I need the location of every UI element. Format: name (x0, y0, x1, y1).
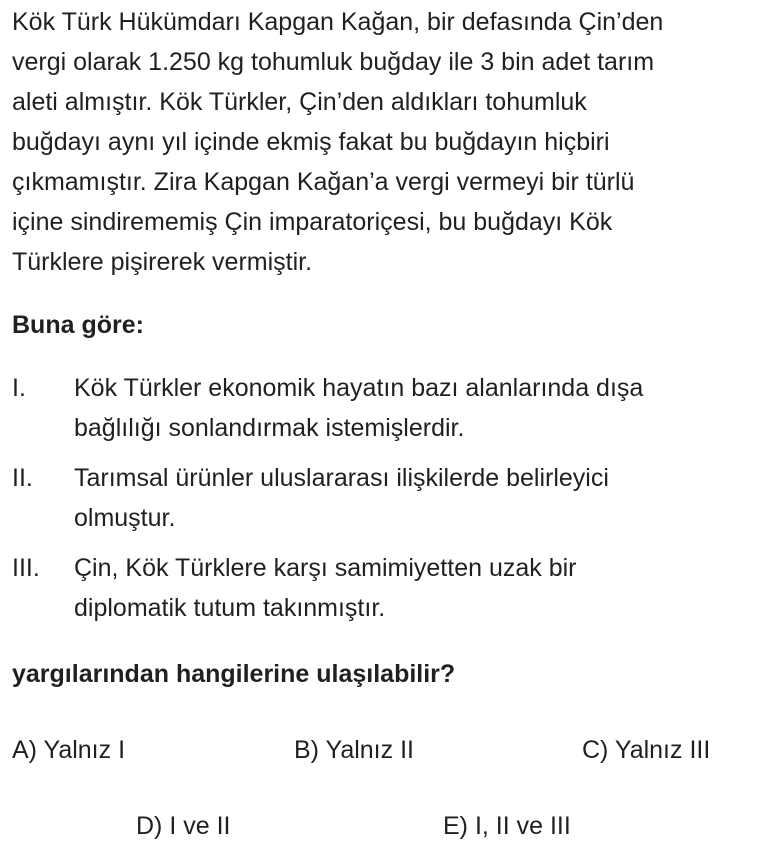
passage-line: içine sindirememiş Çin imparatoriçesi, bu buğdayı Kök (12, 208, 613, 236)
statement-text (74, 548, 752, 628)
statement-ii (12, 458, 752, 538)
statement-iii (12, 548, 752, 628)
passage-line: çıkmamıştır. Zira Kapgan Kağan’a vergi vermeyi bir türlü (12, 168, 635, 196)
statement-line: Kök Türkler ekonomik hayatın bazı alanlarında dışa (74, 374, 644, 402)
statement-number: III. (12, 554, 40, 582)
statement-number: I. (12, 374, 26, 402)
answer-option-e[interactable]: E) I, II ve III (443, 812, 571, 840)
statement-number: II. (12, 464, 33, 492)
statement-line: Tarımsal ürünler uluslararası ilişkilerde belirleyici (74, 464, 609, 492)
passage-line: aleti almıştır. Kök Türkler, Çin’den aldıkları tohumluk (12, 88, 587, 116)
passage-line: Türklere pişirerek vermiştir. (12, 248, 313, 276)
question-prompt: Buna göre: (12, 311, 144, 339)
statement-line: Çin, Kök Türklere karşı samimiyetten uzak bir (74, 554, 577, 582)
passage-line: Kök Türk Hükümdarı Kapgan Kağan, bir defasında Çin’den (12, 8, 664, 36)
passage-line: buğdayı aynı yıl içinde ekmiş fakat bu buğdayın hiçbiri (12, 128, 610, 156)
answer-option-b[interactable]: B) Yalnız II (294, 736, 414, 764)
statement-line: diplomatik tutum takınmıştır. (74, 594, 386, 622)
question-stem: yargılarından hangilerine ulaşılabilir? (12, 660, 456, 688)
answer-option-d[interactable]: D) I ve II (136, 812, 231, 840)
statement-line: bağlılığı sonlandırmak istemişlerdir. (74, 414, 465, 442)
statement-list (12, 368, 752, 638)
question-passage (12, 0, 752, 282)
statement-text (74, 368, 752, 448)
statement-line: olmuştur. (74, 504, 176, 532)
statement-text (74, 458, 752, 538)
answer-option-a[interactable]: A) Yalnız I (12, 736, 126, 764)
statement-i (12, 368, 752, 448)
passage-line: vergi olarak 1.250 kg tohumluk buğday ile 3 bin adet tarım (12, 48, 655, 76)
answer-option-c[interactable]: C) Yalnız III (582, 736, 711, 764)
